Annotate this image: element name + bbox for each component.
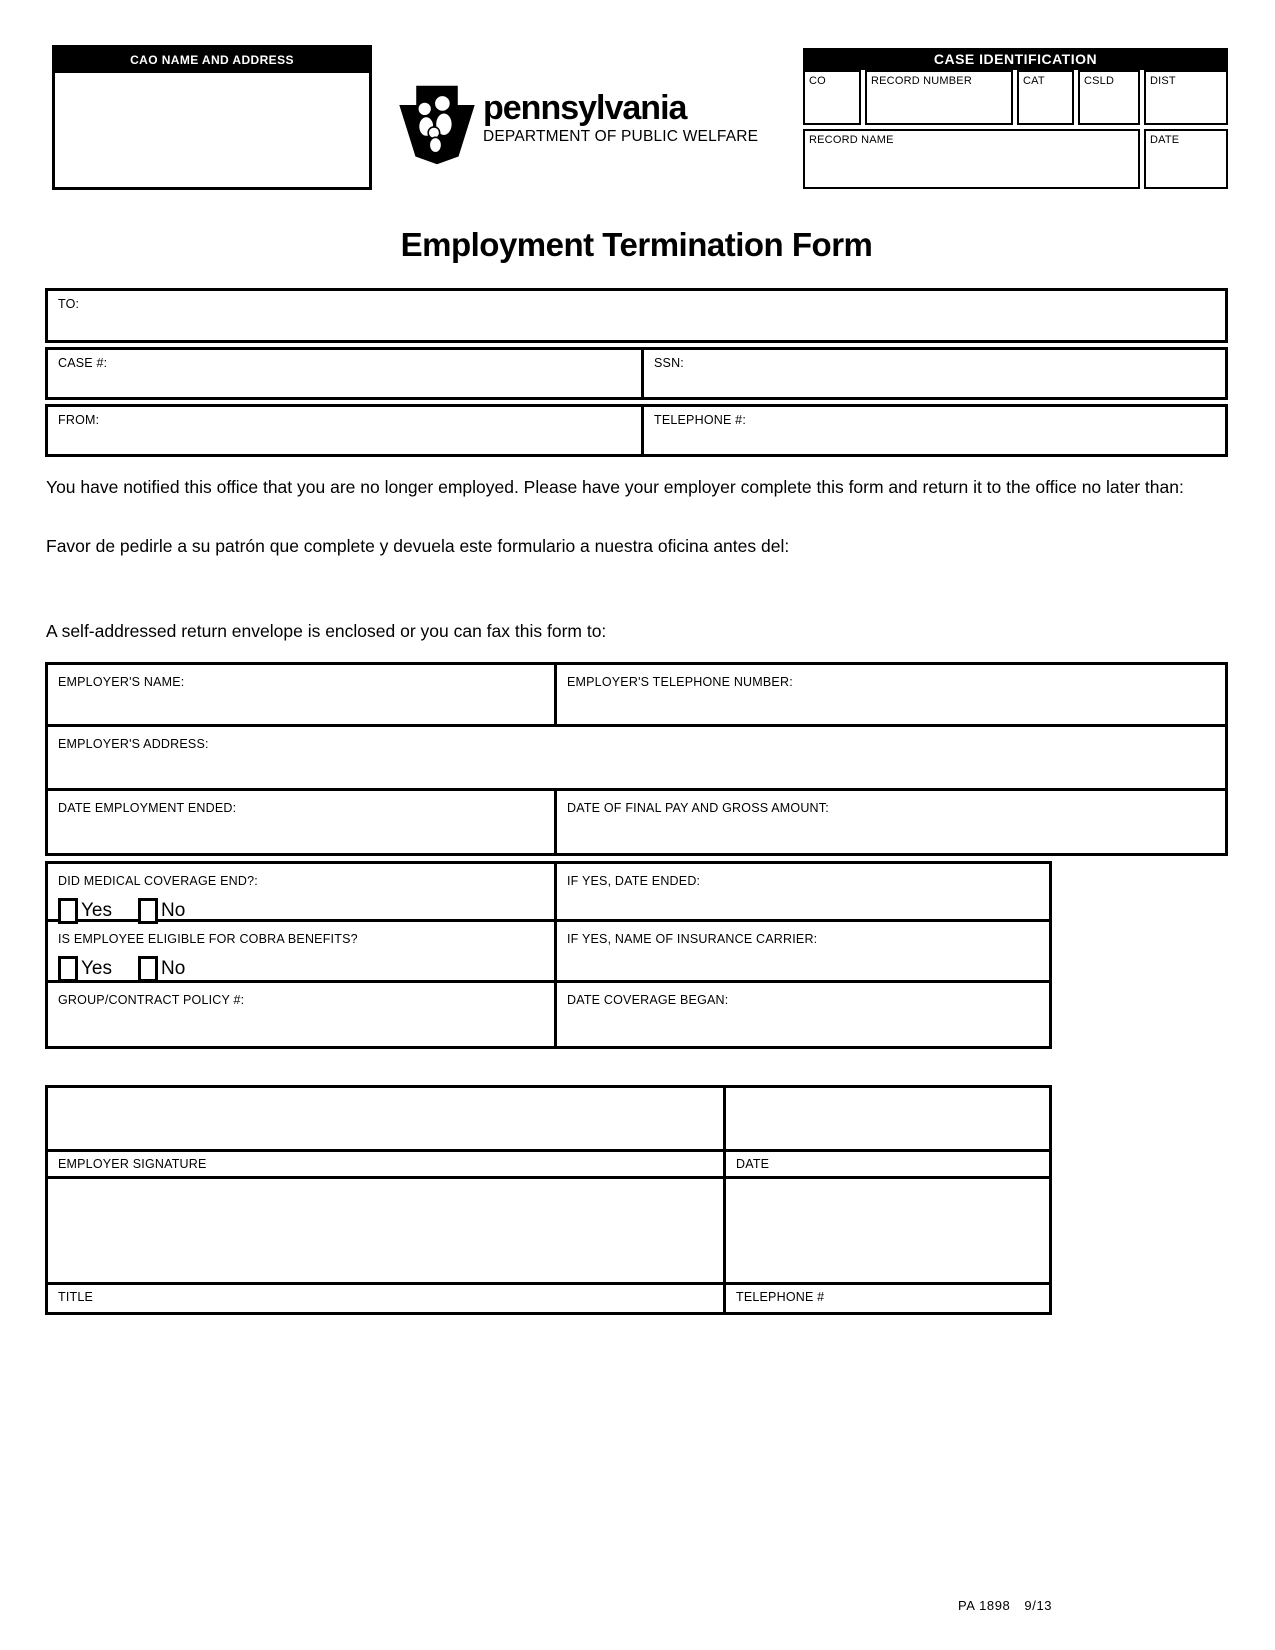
cao-address-field[interactable] <box>55 73 369 190</box>
case-date-label: DATE <box>1150 134 1180 146</box>
insurance-carrier-label: IF YES, NAME OF INSURANCE CARRIER: <box>567 932 818 946</box>
case-identification-row-1 <box>803 70 1228 125</box>
medical-yes-checkbox[interactable] <box>58 898 78 924</box>
csld-field[interactable] <box>1078 70 1140 125</box>
form-revision-text: 9/13 <box>1024 1598 1053 1613</box>
cobra-row <box>48 922 1049 983</box>
title-label: TITLE <box>58 1290 94 1304</box>
signature-date-label: DATE <box>736 1157 770 1171</box>
signature-label-row <box>48 1152 1049 1179</box>
case-identification-header: CASE IDENTIFICATION <box>803 48 1228 70</box>
employer-telephone-label: EMPLOYER'S TELEPHONE NUMBER: <box>567 675 793 689</box>
insurance-carrier-field[interactable] <box>557 922 1049 980</box>
case-ssn-row <box>45 347 1228 400</box>
instruction-spanish: Favor de pedirle a su patrón que complete y devuela este formulario a nuestra oficina antes del: <box>46 536 790 556</box>
page-title: Employment Termination Form <box>400 226 873 263</box>
cobra-no-label: No <box>161 958 186 979</box>
logo-department-name: DEPARTMENT OF PUBLIC WELFARE <box>483 128 759 145</box>
case-date-field[interactable] <box>1144 129 1228 189</box>
medical-end-date-label: IF YES, DATE ENDED: <box>567 874 701 888</box>
coverage-began-field[interactable] <box>557 983 1049 1046</box>
medical-yes-label: Yes <box>81 900 112 921</box>
employer-address-label: EMPLOYER'S ADDRESS: <box>58 737 209 751</box>
title-label-cell <box>48 1285 726 1312</box>
medical-coverage-question-label: DID MEDICAL COVERAGE END?: <box>58 874 258 888</box>
to-label: TO: <box>58 297 80 311</box>
date-employment-ended-field[interactable] <box>48 791 557 853</box>
final-pay-label: DATE OF FINAL PAY AND GROSS AMOUNT: <box>567 801 829 815</box>
record-name-field[interactable] <box>803 129 1140 189</box>
medical-coverage-options <box>58 898 554 924</box>
pa-dpw-logo <box>398 85 758 165</box>
medical-coverage-row <box>48 864 1049 922</box>
co-field[interactable] <box>803 70 861 125</box>
employer-address-field[interactable] <box>48 727 1225 788</box>
employment-ended-row <box>48 791 1225 853</box>
instruction-fax: A self-addressed return envelope is enclosed or you can fax this form to: <box>46 621 607 641</box>
recipient-table <box>45 288 1228 457</box>
employer-telephone-field[interactable] <box>557 665 1225 724</box>
telephone-label: TELEPHONE #: <box>654 413 747 427</box>
dist-label: DIST <box>1150 75 1176 87</box>
csld-label: CSLD <box>1084 75 1115 87</box>
cobra-options <box>58 956 554 982</box>
employer-signature-field[interactable] <box>48 1088 726 1149</box>
signer-telephone-field[interactable] <box>726 1179 1049 1282</box>
form-number-text: PA 1898 <box>958 1598 1011 1613</box>
cobra-question-cell <box>48 922 557 980</box>
final-pay-field[interactable] <box>557 791 1225 853</box>
instruction-english: You have notified this office that you are no longer employed. Please have your employer complete this form and return it to the office no later than: <box>46 477 1184 497</box>
cobra-yes-label: Yes <box>81 958 112 979</box>
employer-info-table <box>45 662 1228 856</box>
cat-label: CAT <box>1023 75 1045 87</box>
coverage-began-label: DATE COVERAGE BEGAN: <box>567 993 729 1007</box>
telephone-field[interactable] <box>644 407 1225 454</box>
case-identification-row-2 <box>803 129 1228 189</box>
signature-date-label-cell <box>726 1152 1049 1176</box>
signer-telephone-label-cell <box>726 1285 1049 1312</box>
medical-no-label: No <box>161 900 186 921</box>
keystone-family-icon <box>398 85 476 165</box>
employer-signature-label-cell <box>48 1152 726 1176</box>
case-number-label: CASE #: <box>58 356 108 370</box>
cao-box-header: CAO NAME AND ADDRESS <box>55 48 369 73</box>
logo-text <box>483 85 758 146</box>
group-policy-field[interactable] <box>48 983 557 1046</box>
from-label: FROM: <box>58 413 100 427</box>
employer-signature-label: EMPLOYER SIGNATURE <box>58 1157 207 1171</box>
title-entry-row <box>48 1179 1049 1285</box>
signature-entry-row <box>48 1088 1049 1152</box>
medical-end-date-field[interactable] <box>557 864 1049 919</box>
title-label-row <box>48 1285 1049 1312</box>
record-number-label: RECORD NUMBER <box>871 75 972 87</box>
signature-table <box>45 1085 1052 1315</box>
dist-field[interactable] <box>1144 70 1228 125</box>
medical-coverage-table <box>45 861 1052 1049</box>
cobra-question-label: IS EMPLOYEE ELIGIBLE FOR COBRA BENEFITS? <box>58 932 358 946</box>
ssn-label: SSN: <box>654 356 684 370</box>
case-number-field[interactable] <box>48 350 644 397</box>
to-field[interactable] <box>45 288 1228 343</box>
record-number-field[interactable] <box>865 70 1013 125</box>
cobra-yes-checkbox[interactable] <box>58 956 78 982</box>
signature-date-field[interactable] <box>726 1088 1049 1149</box>
medical-no-checkbox[interactable] <box>138 898 158 924</box>
policy-row <box>48 983 1049 1046</box>
ssn-field[interactable] <box>644 350 1225 397</box>
cat-field[interactable] <box>1017 70 1074 125</box>
record-name-label: RECORD NAME <box>809 134 894 146</box>
employer-name-field[interactable] <box>48 665 557 724</box>
form-number <box>958 1598 1052 1613</box>
date-employment-ended-label: DATE EMPLOYMENT ENDED: <box>58 801 237 815</box>
from-telephone-row <box>45 404 1228 457</box>
signer-telephone-label: TELEPHONE # <box>736 1290 825 1304</box>
from-field[interactable] <box>48 407 644 454</box>
case-identification-table <box>803 48 1228 189</box>
cobra-no-checkbox[interactable] <box>138 956 158 982</box>
title-field[interactable] <box>48 1179 726 1282</box>
co-label: CO <box>809 75 826 87</box>
employer-address-row <box>48 727 1225 791</box>
cao-name-address-box <box>52 45 372 190</box>
medical-coverage-question-cell <box>48 864 557 919</box>
logo-brand-name: pennsylvania <box>483 89 687 127</box>
employer-name-row <box>48 665 1225 727</box>
group-policy-label: GROUP/CONTRACT POLICY #: <box>58 993 245 1007</box>
employer-name-label: EMPLOYER'S NAME: <box>58 675 185 689</box>
